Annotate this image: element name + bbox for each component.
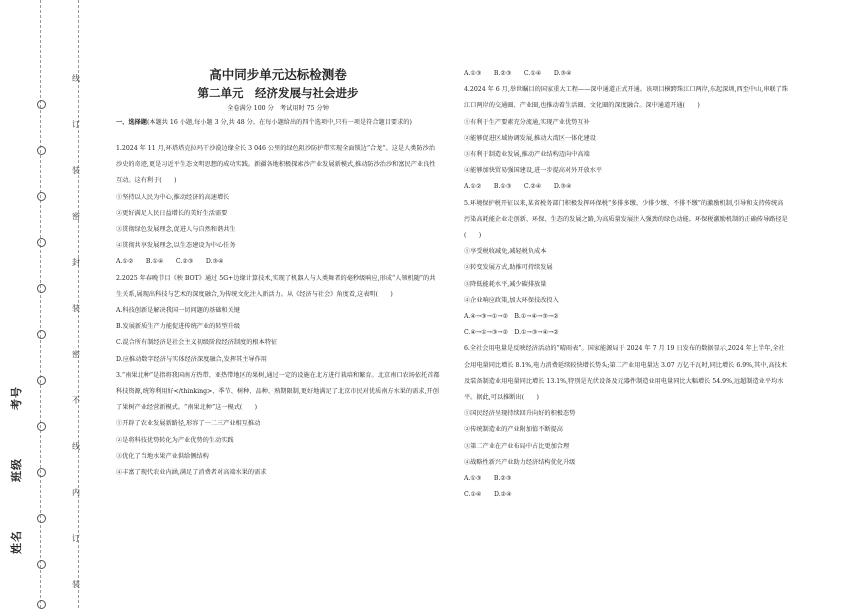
binding-char: 线 (72, 442, 80, 451)
question-option: D.应推动数字经济与实体经济深度融合,发挥其主导作用 (116, 355, 267, 363)
question-stem: 3.“南果北种”是指将我国南方热带、亚热带地区的果树,通过一定的设施在北方进行栽培和繁育。北京南口农场依托首都科技资源,统筹利用好</thinking>、季节、树种、品种、熟期限制,更好地满足了北京市民对优质南方水果的需求,开创了果树产业经营新模式。“南果北种”这一模式( ) (116, 371, 440, 412)
section-instructions: (本题共 16 小题,每小题 3 分,共 48 分。在每小题给出的四个选项中,只有一项是符合题目要求的) (146, 119, 412, 126)
question-option: C.混合所有制经济是社会主义初级阶段经济制度的根本特征 (116, 339, 278, 347)
binding-char: 装 (72, 304, 80, 313)
section-label: 一、选择题 (116, 119, 147, 126)
question-option: A.④→③→①→② B.①→④→③→② (464, 313, 559, 321)
question-option: ③降低能耗水平,减少碳排放量 (464, 280, 547, 288)
binding-hole-circle (37, 376, 46, 385)
right-column (464, 66, 788, 503)
binding-hole-circle (37, 238, 46, 247)
binding-char: 订 (72, 534, 80, 543)
binding-hole-circle (37, 284, 46, 293)
question-option: ④企业响应政策,加大环保技改投入 (464, 296, 559, 304)
binding-char: 线 (72, 74, 80, 83)
unit-title: 第二单元 经济发展与社会进步 (197, 86, 359, 100)
question-option: A.①② B.①④ C.②③ D.③④ (116, 258, 224, 266)
question-option: ④丰富了现代农业内涵,满足了消费者对高端水果的需求 (116, 469, 267, 477)
question-option: ①国民经济呈现持续回升向好的积极态势 (464, 410, 576, 418)
left-column (116, 66, 440, 481)
binding-hole-circle (37, 422, 46, 431)
question-option: ①开辟了农业发展新路径,形容了一二三产业相互推动 (116, 420, 261, 428)
question-block (116, 271, 440, 368)
binding-char: 装 (72, 580, 80, 589)
binding-hole-circle (37, 330, 46, 339)
question-option: A.①③ B.②③ (464, 475, 512, 483)
binding-char: 密 (72, 350, 80, 359)
question-option: ③有利于制造业发展,推动产业结构迈向中高端 (464, 151, 590, 159)
question-option: ③优化了当地水果产业供给侧结构 (116, 452, 209, 460)
question-option: A.①② B.①③ C.②④ D.③④ (464, 183, 572, 191)
question-stem: 2.2025 年春晚节目《秧 BOT》通过 5G+边缘计算技术,实现了机器人与人类舞者的毫秒级响应,形成“人领机随”的共生关系,展现出科技与艺术的深度融合,为传统文化注入新活力。从《经济与社会》角度看,这表明( ) (116, 274, 436, 298)
question-block (464, 196, 788, 342)
question-option: ①有利于生产要素充分流通,实现产业优势互补 (464, 118, 590, 126)
binding-hole-circle (37, 468, 46, 477)
question-option: ④能够加快贸易强国建设,进一步提高对外开放水平 (464, 167, 603, 175)
q3-answer-choices: A.①③ B.②③ C.①④ D.③④ (464, 70, 572, 77)
binding-margin (0, 0, 86, 608)
question-option: ②更好满足人民日益增长的美好生活需要 (116, 209, 228, 217)
question-block (464, 82, 788, 195)
binding-char: 内 (72, 488, 80, 497)
question-block (464, 341, 788, 503)
question-option: ②是将科技优势转化为产业优势的生动实践 (116, 436, 234, 444)
question-option: C.①④ D.②④ (464, 491, 512, 499)
question-option: A.科技创新是解决我国一切问题的基础和关键 (116, 307, 240, 315)
binding-hole-circle (37, 146, 46, 155)
question-option: ③第二产业在产业布局中占比更加合理 (464, 442, 570, 450)
question-option: ①坚持以人民为中心,推动经济的高速增长 (116, 193, 230, 201)
question-option: ②传统制造业的产业附加值不断提高 (464, 426, 563, 434)
question-option: B.发展新质生产力能促进传统产业的转型升级 (116, 323, 241, 331)
name-label: 姓名 (10, 530, 23, 554)
question-option: C.④→①→③→② D.①→③→④→② (464, 329, 559, 337)
question-block (116, 368, 440, 481)
question-stem: 5.环境保护税开征以来,某省税务部门积极发挥环保税“多排多缴、少排少缴、不排不缴”的激励机制,引导和支持传统高污染高耗能企业走创新、环保、生态的发展之路,为高质量发展注入强劲的绿色动能。环保税激励机制的正确传导路径是( ) (464, 199, 788, 240)
binding-char: 密 (72, 212, 80, 221)
question-stem: 4.2024 年 6 月,举世瞩目的国家重大工程——深中通道正式开通。该项目横跨珠江口两岸,东起深圳,西至中山,串联了珠江口两岸的交通圈、产业圈,也推动着生活圈、文化圈的深度融合。深中通道开通( ) (464, 86, 788, 110)
question-stem: 6.全社会用电量是反映经济活动的“晴雨表”。国家能源局于 2024 年 7 月 19 日发布的数据显示,2024 年上半年,全社会用电量同比增长 8.1%,电力消费延续较快增长势头;第二产业用电量达 3.07 万亿千瓦时,同比增长 6.9%,其中,高技术及装备制造业用电量同比增长 13.1%,特别是光伏设备及元器件制造业用电量同比大幅增长 54.9%,远超制造业平均水平。据此,可以推断出( ) (464, 345, 787, 402)
exam-meta: 全卷满分 100 分 考试用时 75 分钟 (227, 105, 329, 112)
binding-hole-circle (37, 560, 46, 569)
binding-hole-circle (37, 100, 46, 109)
binding-hole-circle (37, 514, 46, 523)
question-option: ①享受税收减免,减轻税负成本 (464, 248, 547, 256)
class-label: 班级 (10, 458, 23, 482)
binding-char: 封 (72, 258, 80, 267)
exam-number-label: 考号 (10, 386, 23, 410)
question-option: ③贯彻绿色发展理念,促进人与自然和谐共生 (116, 226, 236, 234)
question-block (116, 141, 440, 271)
question-stem: 1.2024 年 11 月,环塔塔克拉玛干沙漠边缘全长 3 046 公里的绿色阻沙防护带实现全面锁边“合龙”。这是人类防沙治沙史的奇迹,更是习近平生态文明思想的成功实践。新疆各地积极探索沙产业发展新模式,推动防沙治沙和富民产业良性互动。这有利于( ) (116, 145, 436, 185)
binding-hole-circle (37, 192, 46, 201)
question-option: ④贯彻共享发展理念,以生态建设为中心任务 (116, 242, 236, 250)
binding-char: 不 (72, 396, 80, 405)
binding-char: 订 (72, 120, 80, 129)
question-option: ②能够促进区域协调发展,推动大湾区一体化建设 (464, 134, 596, 142)
question-option: ②转变发展方式,助推可持续发展 (464, 264, 553, 272)
question-option: ④战略性新兴产业助力经济结构优化升级 (464, 458, 576, 466)
section-heading (116, 116, 440, 129)
binding-char: 装 (72, 166, 80, 175)
page-title: 高中同步单元达标检测卷 (209, 67, 347, 82)
